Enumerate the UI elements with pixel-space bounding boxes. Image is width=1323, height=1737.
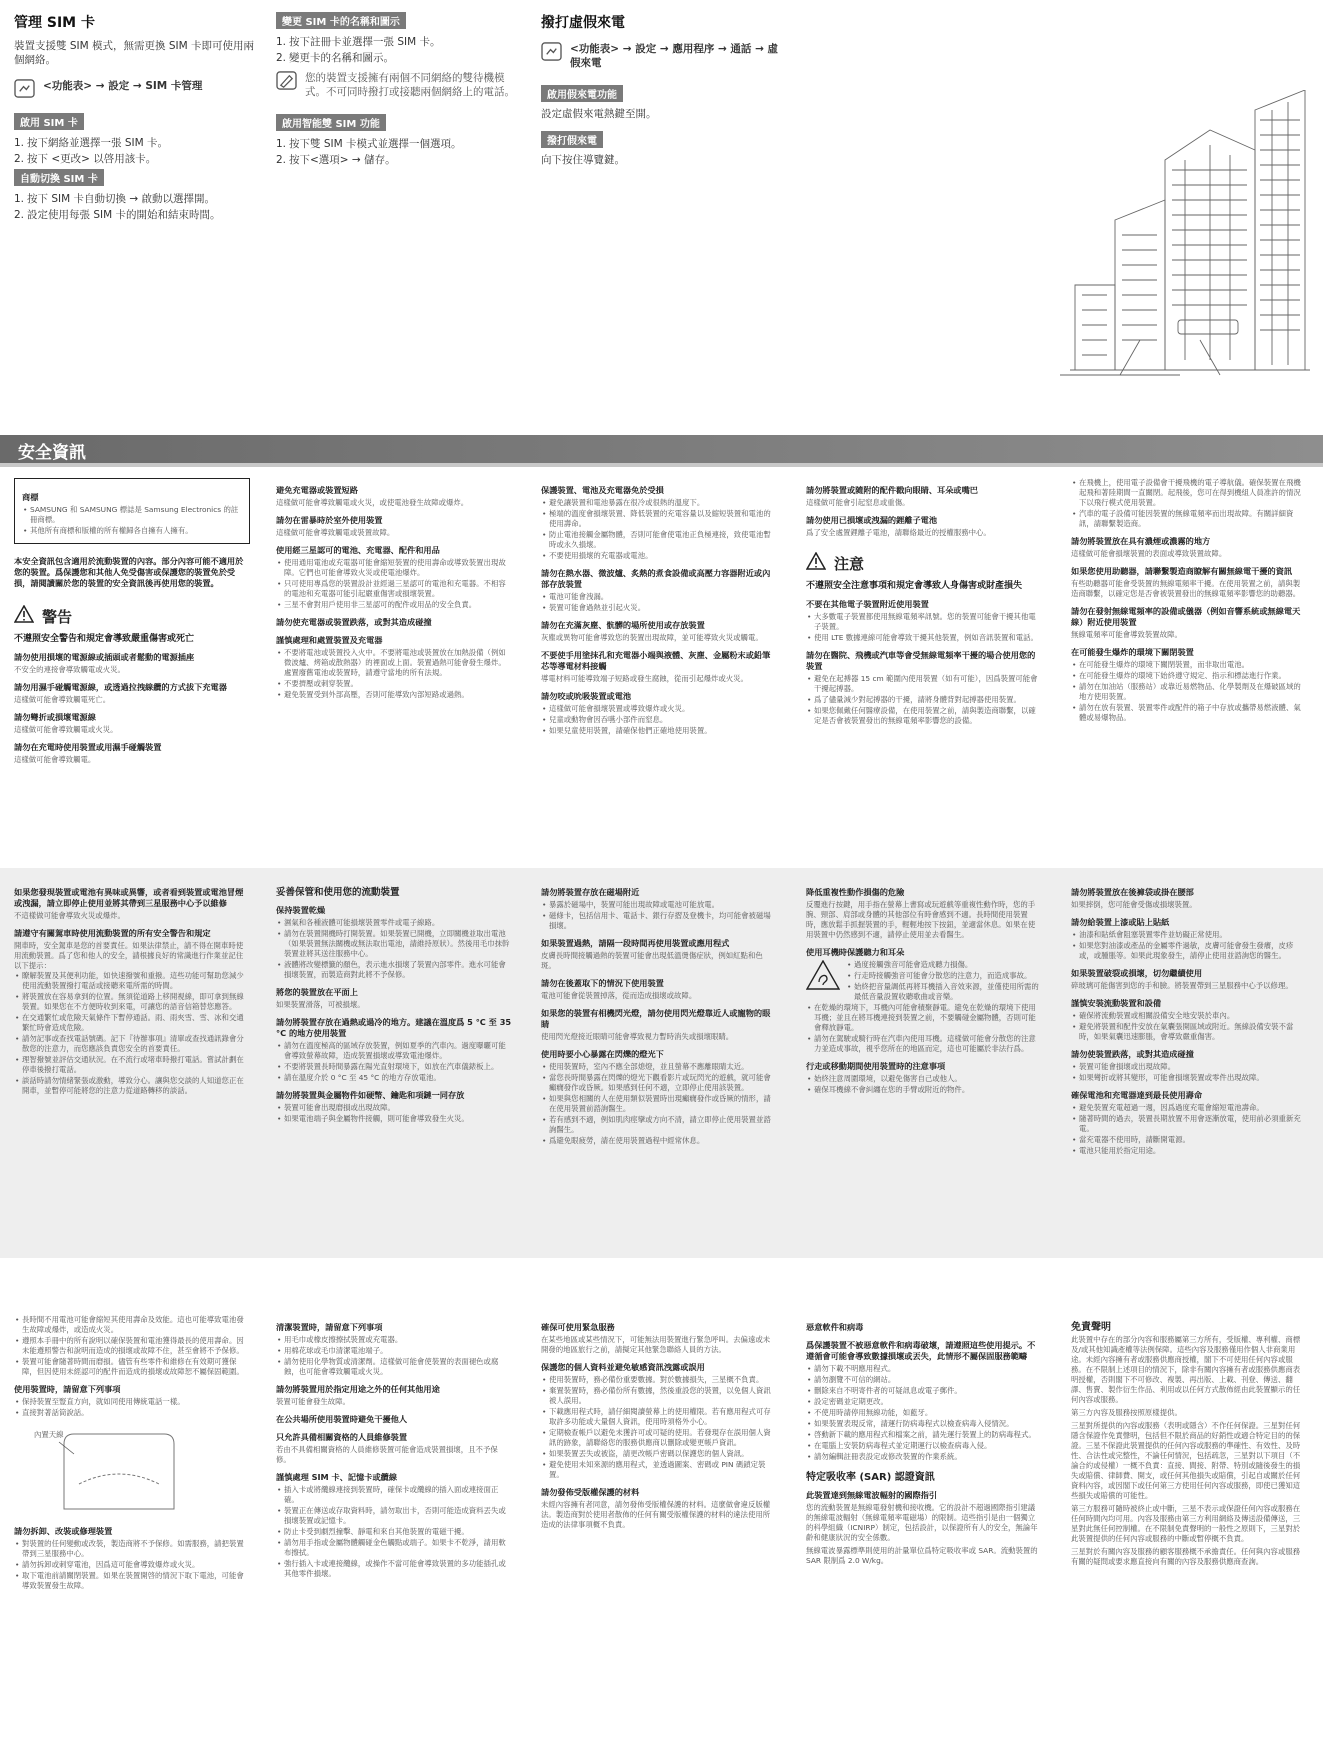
safety-col-5 bbox=[1071, 478, 1307, 858]
item-heading: 在公共場所使用裝置時避免干擾他人 bbox=[276, 1414, 408, 1424]
bullet-list bbox=[1071, 1103, 1307, 1156]
manage-sim-intro: 裝置支援雙 SIM 模式，無需更換 SIM 卡即可使用兩個網絡。 bbox=[14, 40, 254, 66]
list-item: • 兒童或動物會因吞嚥小部件而窒息。 bbox=[541, 715, 777, 725]
fake-call-title: 撥打虛假來電 bbox=[541, 15, 625, 31]
bullet-list bbox=[14, 1397, 250, 1418]
menu-path-icon bbox=[541, 42, 562, 61]
disclaimer-title: 免責聲明 bbox=[1071, 1322, 1111, 1333]
list-item: 2. 變更卡的名稱和圖示。 bbox=[276, 52, 394, 64]
list-item: • 當您長時間暴露在閃爍的燈光下觀看影片或玩閃光的遊戲，就可能會癲癇發作或昏厥。如果感到任何不適，立即停止使用該裝置。 bbox=[541, 1073, 777, 1093]
list-item: • 確保將流動裝置或相關設備安全地安裝於車內。 bbox=[1071, 1011, 1307, 1021]
list-item: • 防止卡受到劇烈撞擊、靜電和來自其他裝置的電磁干擾。 bbox=[276, 1527, 512, 1537]
list-item: • 暴露於磁場中，裝置可能出現故障或電池可能放電。 bbox=[541, 900, 777, 910]
item-heading: 請勿在雷暴時於室外使用裝置 bbox=[276, 515, 383, 525]
safety-col-8 bbox=[541, 880, 777, 1258]
list-item: 1. 按下網絡並選擇一張 SIM 卡。 bbox=[14, 137, 168, 149]
list-item: • 請勿瀏覽不可信的網站。 bbox=[806, 1375, 1042, 1385]
bullet-list bbox=[276, 558, 512, 610]
list-item: • 避免讓裝置和電池暴露在很冷或很熱的溫度下。 bbox=[541, 498, 777, 508]
antenna-label: 內置天線 bbox=[34, 1430, 64, 1439]
item-text: 灰塵或異物可能會導致您的裝置出現故障，並可能導致火災或觸電。 bbox=[541, 633, 763, 642]
safety-col-6 bbox=[14, 880, 250, 1258]
list-item: • 談話時請勿情緒緊張或激動，導致分心。讓與您交談的人知道您正在開車，並暫停可能將您的注意力從道路轉移的談話。 bbox=[14, 1076, 250, 1096]
item-heading: 請勿給裝置上漆或貼上貼紙 bbox=[1071, 917, 1170, 927]
list-item: • 過度接觸強音可能會造成聽力損傷。 bbox=[846, 960, 1042, 970]
disclaimer-text: 三星對所提供的內容或服務（表明或隱含）不作任何保證。三星對任何隱含保證作免責聲明，包括但不限於商品的好銷性或適合特定目的的保證。三星不保證此裝置提供的任何內容或服務的準確性、有效性、及時性、合法性或完整性，不論任何情況，包括疏忽，三星對以下項目（不論合約或侵權）一概不負責：直接、間接、附帶、特別或隨後發生的損失或賠償、律師費、開支，或任何其他損失或賠償，引起自或關於任何資料內容，或因閣下或任何第三方使用任何內容或服務，即使已獲知這些損失或賠償的可能性。 bbox=[1071, 1421, 1301, 1500]
list-item: • 棄置裝置時，務必備份所有數據，然後重設您的裝置，以免個人資訊被人誤用。 bbox=[541, 1386, 777, 1406]
warning-label: 警告 bbox=[42, 607, 73, 626]
note-icon bbox=[276, 71, 297, 90]
item-heading: 謹慎處理和處置裝置及充電器 bbox=[276, 635, 383, 645]
list-item: • 電池只能用於指定用途。 bbox=[1071, 1146, 1307, 1156]
list-item: • 不要將裝置長時間暴露在陽光直射環境下，如放在汽車儀錶板上。 bbox=[276, 1062, 512, 1072]
safety-band-2 bbox=[0, 868, 1323, 1258]
list-item: 1. 按下雙 SIM 卡模式並選擇一個選項。 bbox=[276, 138, 462, 150]
bullet-list bbox=[541, 900, 777, 931]
tag-change-sim-name: 變更 SIM 卡的名稱和圖示 bbox=[276, 12, 406, 29]
item-heading: 請勿將裝置與金屬物件如硬幣、鑰匙和項鏈一同存放 bbox=[276, 1090, 465, 1100]
item-text: 如果摔倒，您可能會受傷或損壞裝置。 bbox=[1071, 900, 1197, 909]
list-item: • 這樣做可能會損壞裝置或導致爆炸或火災。 bbox=[541, 704, 777, 714]
bullet-list bbox=[14, 1539, 250, 1591]
list-item: • 不使用時請停用無線功能，如藍牙。 bbox=[806, 1408, 1042, 1418]
bullet-list bbox=[541, 1375, 777, 1480]
list-item: • SAMSUNG 和 SAMSUNG 標誌是 Samsung Electronics 的註冊商標。 bbox=[22, 505, 242, 525]
item-heading: 請勿在後蓋取下的情況下使用裝置 bbox=[541, 978, 664, 988]
item-heading: 請勿將裝置存放在磁場附近 bbox=[541, 887, 640, 897]
tag-enable-fake-call: 啟用假來電功能 bbox=[541, 85, 623, 102]
list-item: • 避免裝置充電超過一週，因爲過度充電會縮短電池壽命。 bbox=[1071, 1103, 1307, 1113]
list-item: • 如果裝置表現反常，請運行防病毒程式以檢查病毒入侵情況。 bbox=[806, 1419, 1042, 1429]
fake-call-path bbox=[541, 42, 781, 70]
item-heading: 爲保護裝置不被惡意軟件和病毒破壞，請遵照這些使用提示。不遵循會可能會導致數據損壞或丟失，此情形不屬保固服務範疇 bbox=[806, 1340, 1036, 1361]
list-item: • 始終注意周圍環境，以避免傷害自己或他人。 bbox=[806, 1074, 1042, 1084]
list-item: • 在交通繁忙或危險天氣條件下暫停通話。雨、雨夾雪、雪、冰和交通繁忙時會造成危險。 bbox=[14, 1013, 250, 1033]
list-item: • 汽車的電子設備可能因裝置的無線電頻率而出現故障。有關詳細資訊，請聯繫製造商。 bbox=[1071, 509, 1307, 529]
safety-col-1 bbox=[14, 478, 250, 858]
list-item: • 遵照本手冊中的所有說明以確保裝置和電池獲得最長的使用壽命。因未能遵照警告和說明而造成的損壞或故障不住，甚至會將不予保修。 bbox=[14, 1336, 250, 1356]
bullet-list bbox=[806, 1074, 1042, 1095]
item-heading: 不要使手用塗抹孔和充電器小端與液體、灰塵、金屬粉末或鉛筆芯等導電材料接觸 bbox=[541, 650, 771, 671]
disclaimer-text: 此裝置中存在的部分內容和服務屬第三方所有，受版權、專利權、商標及/或其他知識產權等法例保障。這些內容及服務僅用作個人非商業用途。未經內容擁有者或服務供應商授權，閣下不可使用任何內容或服務。在不限制上述項目的情況下，除非有關內容擁有者或服務供應商表明授權，否則閣下不可修改、複製、再出版、上載、刊登、傳送、翻譯、售賣、製作衍生作品、利用或以任何方式散佈經由此裝置顯示的任何內容或服務。 bbox=[1071, 1335, 1301, 1404]
list-item: • 請勿在加油站（服務站）或靠近易燃物品、化學製劑及在爆破區域的地方使用裝置。 bbox=[1071, 682, 1307, 702]
sar-subtitle: 此裝置達到無線電波輻射的國際指引 bbox=[806, 1490, 938, 1500]
manage-sim-path bbox=[14, 79, 254, 98]
list-item: • 如果您對油漆或產品的金屬零件過敏，皮膚可能會發生發癢，皮疹或，或腫脹等。如果此現象發生，請停止使用並諮詢您的醫生。 bbox=[1071, 941, 1307, 961]
item-heading: 如果裝置過熱，請隔一段時間再使用裝置或應用程式 bbox=[541, 938, 730, 948]
item-text: 裝置可能會發生故障。 bbox=[276, 1397, 350, 1406]
list-item: • 刪除來自不明寄件者的可疑訊息或電子郵件。 bbox=[806, 1386, 1042, 1396]
list-item: • 濕氣和各種液體可能損壞裝置零件或電子線路。 bbox=[276, 918, 512, 928]
city-illustration bbox=[1060, 90, 1320, 380]
item-heading: 避免充電器或裝置短路 bbox=[276, 485, 358, 495]
caution-heading bbox=[806, 552, 1042, 574]
list-item: • 請勿使用化學物質或清潔劑。這樣做可能會使裝置的表面褪色或腐蝕，也可能會導致觸電或火災。 bbox=[276, 1357, 512, 1377]
item-heading: 行走或移動期間使用裝置時的注意事項 bbox=[806, 1061, 946, 1071]
tag-make-fake-call: 撥打假來電 bbox=[541, 131, 603, 148]
dual-standby-note bbox=[276, 71, 516, 99]
caution-subtitle: 不遵照安全注意事項和規定會導致人身傷害或財產損失 bbox=[806, 581, 1023, 591]
list-item: • 當充電器不使用時，請斷開電源。 bbox=[1071, 1135, 1307, 1145]
item-text: 若由不具備相關資格的人員維修裝置可能會造成裝置損壞，且不予保修。 bbox=[276, 1445, 498, 1464]
item-heading: 只允許具備相關資格的人員維修裝置 bbox=[276, 1432, 408, 1442]
list-item: • 在可能發生爆炸的環境下始終遵守規定、指示和標誌進行作業。 bbox=[1071, 671, 1307, 681]
list-item: • 請勿用手指或金屬物體觸碰金色觸點或端子。如果卡不乾淨，請用軟布擦拭。 bbox=[276, 1538, 512, 1558]
phone-antenna-diagram bbox=[14, 1424, 250, 1519]
list-item: • 磁條卡，包括信用卡、電話卡、銀行存摺及登機卡，均可能會被磁場損壞。 bbox=[541, 911, 777, 931]
tag-enable-sim: 啟用 SIM 卡 bbox=[14, 113, 84, 130]
list-item: • 定期檢查帳戶以避免未獲許可或可疑的使用。若發現存在誤用個人資訊的跡象，請聯絡您的服務供應商以刪除或變更帳戶資訊。 bbox=[541, 1428, 777, 1448]
item-heading: 保護裝置、電池及充電器免於受損 bbox=[541, 485, 664, 495]
item-text: 這樣做可能會損壞裝置的表面或導致裝置故障。 bbox=[1071, 549, 1227, 558]
list-item: • 裝置可能會隨著時間而磨損。儘管有些零件和維修在有效期可獲保障，但因使用未經認可的配件而造成的損壞或故障恕不屬保固範圍。 bbox=[14, 1357, 250, 1377]
list-item: 2. 按下<選項> → 儲存。 bbox=[276, 154, 396, 166]
list-item: • 避免使用未知來源的應用程式，並透過圖案、密碼或 PIN 碼鎖定裝置。 bbox=[541, 1460, 777, 1480]
list-item: • 液體將改變標籤的顏色，表示進水損壞了裝置內部零件。進水可能會損壞裝置，而製造商對此將不予保修。 bbox=[276, 960, 512, 980]
item-heading: 請勿咬或吮吸裝置或電池 bbox=[541, 691, 632, 701]
list-item: • 如果您佩戴任何醫療設備，在使用裝置之前，請與製造商聯繫，以確定是否會被裝置發出的無線電頻率影響您的設備。 bbox=[806, 706, 1042, 726]
list-item: • 油漆和貼紙會阻塞裝置零件並妨礙正常使用。 bbox=[1071, 930, 1307, 940]
sar-title: 特定吸收率 (SAR) 認證資訊 bbox=[806, 1472, 935, 1483]
fake-call-make-text: 向下按住導覽鍵。 bbox=[541, 154, 625, 166]
list-item: • 啓動新下載的應用程式和檔案之前，請先運行裝置上的防病毒程式。 bbox=[806, 1430, 1042, 1440]
list-item: • 如果電池端子與金屬物件接觸，則可能會導致發生火災。 bbox=[276, 1114, 512, 1124]
list-item: • 電池可能會洩漏。 bbox=[541, 592, 777, 602]
list-item: • 對裝置的任何變動或改裝，製造商將不予保修。如需服務，請把裝置帶到三星服務中心。 bbox=[14, 1539, 250, 1559]
bullet-list bbox=[276, 1103, 512, 1124]
item-heading: 謹慎安裝流動裝置和設備 bbox=[1071, 998, 1162, 1008]
item-heading: 請勿拆卸、改裝或修理裝置 bbox=[14, 1526, 113, 1536]
list-item: • 避免在起搏器 15 cm 範圍內使用裝置（如有可能），因爲裝置可能會干擾起搏器。 bbox=[806, 674, 1042, 694]
item-text: 這樣做可能會導致觸電或火災，或使電池發生故障或爆炸。 bbox=[276, 498, 469, 507]
item-heading: 請勿在發射無線電頻率的設備或儀器（例如音響系統或無線電天線）附近使用裝置 bbox=[1071, 606, 1301, 627]
item-text: 反覆進行按鍵，用手指在螢幕上書寫或玩遊戲等重複性動作時，您的手腕、頸部、肩部或身體的其他部位有時會感到不適。長時間使用裝置時，應放鬆手抓握裝置的手，輕輕地按下按鈕，並適當休息。如果在使用裝置中仍然感到不適，請停止使用並去看醫生。 bbox=[806, 900, 1036, 939]
item-text: 這樣做可能會導致觸電死亡。 bbox=[14, 695, 111, 704]
list-item: • 大多數電子裝置都使用無線電頻率訊號。您的裝置可能會干擾其他電子裝置。 bbox=[806, 612, 1042, 632]
item-heading: 請勿在醫院、飛機或汽車等會受無線電頻率干擾的場合使用您的裝置 bbox=[806, 650, 1036, 671]
item-heading: 惡意軟件和病毒 bbox=[806, 1322, 864, 1332]
item-heading: 如果您使用助聽器，請聯繫製造商瞭解有關無線電干擾的資訊 bbox=[1071, 566, 1293, 576]
safety-col-9 bbox=[806, 880, 1042, 1258]
bullet-list bbox=[14, 971, 250, 1096]
item-heading: 使用時要小心暴露在閃爍的燈光下 bbox=[541, 1049, 664, 1059]
list-item: • 請勿拆卸或刺穿電池，因爲這可能會導致爆炸或火災。 bbox=[14, 1560, 250, 1570]
list-item: • 避免裝置受到外部高壓，否則可能導致內部短路或過熱。 bbox=[276, 690, 512, 700]
safety-col-15 bbox=[1071, 1315, 1307, 1730]
smart-dual-steps bbox=[276, 136, 516, 168]
list-item: • 不要擠壓或刺穿裝置。 bbox=[276, 679, 512, 689]
list-item: • 裝置正在傳送或存取資料時，請勿取出卡，否則可能造成資料丟失或損壞裝置或記憶卡。 bbox=[276, 1506, 512, 1526]
list-item: • 用棉花球或毛巾清潔電池端子。 bbox=[276, 1346, 512, 1356]
disclaimer-text: 第三方服務可隨時被終止或中斷，三星不表示或保證任何內容或服務在任何時間內均可用。內容及服務由第三方利用網絡及傳送設備傳送，三星對此無任何控制權。在不限制免責聲明的一般性之原則下，三星對於此裝置提供的任何內容或服務的中斷或暫停概不負責。 bbox=[1071, 1504, 1301, 1543]
bullet-list bbox=[1071, 478, 1307, 529]
list-item: • 裝置可能會過熱並引起火災。 bbox=[541, 603, 777, 613]
bullet-list bbox=[1071, 660, 1307, 723]
item-heading: 清潔裝置時，請留意下列事項 bbox=[276, 1322, 383, 1332]
item-heading: 請勿將裝置存放在過熱或過冷的地方。建議在溫度爲 5 °C 至 35 °C 的地方使用裝置 bbox=[276, 1017, 512, 1038]
list-item: 1. 按下 SIM 卡自動切換 → 啟動以選擇開。 bbox=[14, 193, 215, 205]
caution-label: 注意 bbox=[834, 554, 865, 573]
list-item: • 下載應用程式時，請仔細閱讀螢幕上的使用權限。若有應用程式可存取許多功能或大量個人資訊，使用時須格外小心。 bbox=[541, 1407, 777, 1427]
item-text: 不這樣做可能會導致火災或爆炸。 bbox=[14, 911, 125, 920]
list-item: • 不要使用損壞的充電器或電池。 bbox=[541, 551, 777, 561]
fake-call-column bbox=[541, 12, 781, 212]
item-heading: 請勿將裝置或隨附的配件戳向眼睛、耳朵或嘴巴 bbox=[806, 485, 978, 495]
enable-sim-steps bbox=[14, 135, 254, 167]
item-text: 這樣做可能會引起窒息或重傷。 bbox=[806, 498, 910, 507]
item-text: 這樣做可能會導致觸電。 bbox=[14, 755, 96, 764]
list-item: • 插入卡或將纜線連接到裝置時，確保卡或纜線的插入面或連接面正確。 bbox=[276, 1485, 512, 1505]
bullet-list bbox=[541, 1062, 777, 1146]
item-heading: 請勿將裝置放在後褲袋或掛在腰部 bbox=[1071, 887, 1194, 897]
list-item: • 防止電池接觸金屬物體，否則可能會使電池正負極連接，致使電池暫時或永久損壞。 bbox=[541, 530, 777, 550]
list-item: • 不要將電池或裝置投入火中。不要將電池或裝置放在加熱設備（例如微波爐、烤箱或散熱器）的裡面或上面。裝置過熱可能會發生爆炸。處置廢舊電池或裝置時，請遵守當地的所有法規。 bbox=[276, 648, 512, 678]
item-heading: 在可能發生爆炸的環境下關閉裝置 bbox=[1071, 647, 1194, 657]
tag-smart-dual-sim: 啟用智能雙 SIM 功能 bbox=[276, 114, 386, 131]
safety-col-10 bbox=[1071, 880, 1307, 1258]
item-text: 皮膚長時間接觸過熱的裝置可能會出現低溫燙傷症狀，例如紅點和色斑。 bbox=[541, 951, 763, 970]
change-name-steps bbox=[276, 34, 516, 66]
list-item: • 在乾燥的環境下，耳機內可能會積聚靜電。避免在乾燥的環境下使用耳機；並且在將耳機連接到裝置之前，不要觸碰金屬物體，否則可能會釋放靜電。 bbox=[806, 1003, 1042, 1033]
bullet-list bbox=[1071, 1011, 1307, 1042]
item-text: 不安全的連接會導致觸電或火災。 bbox=[14, 665, 125, 674]
care-title: 妥善保管和使用您的流動裝置 bbox=[276, 887, 400, 898]
list-item: • 請勿下載不明應用程式。 bbox=[806, 1364, 1042, 1374]
item-heading: 謹慎處理 SIM 卡、記憶卡或纜線 bbox=[276, 1472, 398, 1482]
list-item: • 裝置可能會損壞或出現故障。 bbox=[1071, 1062, 1307, 1072]
item-text: 碎玻璃可能傷害到您的手和臉。將裝置帶到三星服務中心予以修理。 bbox=[1071, 981, 1293, 990]
item-text: 無線電頻率可能會導致裝置故障。 bbox=[1071, 630, 1182, 639]
manage-sim-title: 管理 SIM 卡 bbox=[14, 15, 95, 31]
safety-info-title: 安全資訊 bbox=[0, 435, 1323, 463]
list-item: • 使用通用電池或充電器可能會縮短裝置的使用壽命或導致裝置出現故障。它們也可能會導致火災或使電池爆炸。 bbox=[276, 558, 512, 578]
bullet-list bbox=[1071, 1062, 1307, 1083]
list-item: • 取下電池前請關閉裝置。如果在裝置開啓的情況下取下電池，可能會導致裝置發生故障。 bbox=[14, 1571, 250, 1591]
caution-icon bbox=[806, 552, 826, 574]
item-heading: 降低重複性動作損傷的危險 bbox=[806, 887, 905, 897]
menu-path-icon bbox=[14, 79, 35, 98]
disclaimer-text: 三星對於有關內容及服務的顧客服務概不承擔責任。任何與內容或服務有關的疑問或要求應直接向有關的內容及服務供應商查詢。 bbox=[1071, 1547, 1301, 1566]
list-item: • 請勿記事或查找電話號碼。記下『待辦事項』清單或查找通訊錄會分散您的注意力，而您應該負責您安全的首要責任。 bbox=[14, 1034, 250, 1054]
list-item: • 使用裝置時，務必備份重要數據。對於數據損失，三星概不負責。 bbox=[541, 1375, 777, 1385]
trademark-title: 商標 bbox=[22, 492, 39, 502]
bullet-list bbox=[276, 1335, 512, 1377]
list-item: • 在電腦上安裝防病毒程式並定期運行以檢查病毒入侵。 bbox=[806, 1441, 1042, 1451]
list-item: • 理智撥號並評估交通狀況。在不流行或堵車時撥打電話。嘗試計劃在停車後撥打電話。 bbox=[14, 1055, 250, 1075]
manage-sim-column bbox=[14, 12, 254, 242]
list-item: • 長時間不用電池可能會縮短其使用壽命及效能。這也可能導致電池發生故障或爆炸，或造成火災。 bbox=[14, 1315, 250, 1335]
safety-col-13 bbox=[541, 1315, 777, 1730]
warning-icon bbox=[14, 605, 34, 627]
list-item: • 強行插入卡或連接纜線，或操作不當可能會導致裝置的多功能插孔或其他零件損壞。 bbox=[276, 1559, 512, 1579]
bullet-list bbox=[541, 592, 777, 613]
bullet-list bbox=[14, 1315, 250, 1377]
list-item: 2. 設定使用每張 SIM 卡的開始和結束時間。 bbox=[14, 209, 221, 221]
list-item: • 只可使用專爲您的裝置設計並經過三星認可的電池和充電器。不相容的電池和充電器可能引起嚴重傷害或損壞裝置。 bbox=[276, 579, 512, 599]
list-item: • 瞭解裝置及其便利功能，如快速撥號和重撥。這些功能可幫助您減少使用流動裝置撥打電話或接聽來電所需的時間。 bbox=[14, 971, 250, 991]
item-heading: 請遵守有關駕車時使用流動裝置的所有安全警告和規定 bbox=[14, 928, 211, 938]
list-item: 2. 按下 <更改> 以啓用該卡。 bbox=[14, 153, 157, 165]
sar-text: 無線電波暴露標準則使用的計量單位爲特定吸收率或 SAR。流動裝置的 SAR 限制爲 2.0 W/kg。 bbox=[806, 1546, 1038, 1565]
list-item: • 直接對著話筒說話。 bbox=[14, 1408, 250, 1418]
safety-col-11 bbox=[14, 1315, 250, 1730]
item-heading: 請勿用濕手碰觸電源線，或透過拉拽線纜的方式拔下充電器 bbox=[14, 682, 227, 692]
list-item: • 如果與您相關的人在使用類似裝置時出現癲癇發作或昏厥的情形，請在使用裝置前諮詢醫生。 bbox=[541, 1094, 777, 1114]
sim-name-column bbox=[276, 6, 516, 236]
item-text: 這樣做可能會導致觸電或火災。 bbox=[14, 725, 118, 734]
list-item: • 在飛機上，使用電子設備會干擾飛機的電子導航儀。確保裝置在飛機起飛和著陸期間一直關閉。起飛後，您可在得到機組人員准許的情況下以飛行模式使用裝置。 bbox=[1071, 478, 1307, 508]
item-heading: 請勿將裝置用於指定用途之外的任何其他用途 bbox=[276, 1384, 440, 1394]
item-heading: 請勿使裝置跌落，或對其造成碰撞 bbox=[1071, 1049, 1194, 1059]
list-item: 1. 按下註冊卡並選擇一張 SIM 卡。 bbox=[276, 36, 441, 48]
item-heading: 使用經三星認可的電池、充電器、配件和用品 bbox=[276, 545, 440, 555]
item-text: 如果裝置滑落，可被損壞。 bbox=[276, 1000, 365, 1009]
item-heading: 如果裝置破裂或損壞，切勿繼續使用 bbox=[1071, 968, 1203, 978]
list-item: • 請勿編輯註冊表設定或修改裝置的作業系統。 bbox=[806, 1452, 1042, 1462]
bullet-list bbox=[276, 1485, 512, 1579]
item-heading: 請勿在充滿灰塵、骯髒的場所使用或存放裝置 bbox=[541, 620, 705, 630]
list-item: • 爲避免眼疲勞，請在使用裝置過程中經常休息。 bbox=[541, 1136, 777, 1146]
bullet-list bbox=[276, 1041, 512, 1083]
list-item: • 其他所有商標和版權的所有權歸各自擁有人擁有。 bbox=[22, 526, 242, 536]
disclaimer-text: 第三方內容及服務按照原樣提供。 bbox=[1071, 1408, 1182, 1417]
safety-band-3 bbox=[0, 1310, 1323, 1730]
item-text: 在某些地區或某些情況下，可能無法用裝置進行緊急呼叫。去偏遠或未開發的地區旅行之前，請擬定其他緊急聯絡人員的方法。 bbox=[541, 1335, 771, 1354]
item-heading: 保護您的個人資料並避免敏感資訊洩露或誤用 bbox=[541, 1362, 705, 1372]
item-text: 導電材料可能導致端子短路或發生腐蝕，從而引起爆炸或火災。 bbox=[541, 674, 748, 683]
list-item: • 避免將裝置和配件安放在氣囊張開區域或附近。無線設備安裝不當時，如果氣囊迅速膨脹，會導致嚴重傷害。 bbox=[1071, 1022, 1307, 1042]
item-text: 使用閃光燈接近眼睛可能會導致視力暫時消失或損壞眼睛。 bbox=[541, 1032, 734, 1041]
sar-text: 您的流動裝置是無線電發射機和接收機。它的設計不超過國際指引建議的無線電波輻射（無線電頻率電磁場）的限制。這些指引是由一個獨立的科學組織（ICNIRP）制定，包括設計，以保證所有人的安全，無論年齡和健康狀況的安全係數。 bbox=[806, 1503, 1038, 1542]
list-item: • 使用裝置時，室內不應全部熄燈，並且螢幕不應離眼睛太近。 bbox=[541, 1062, 777, 1072]
safety-band-1 bbox=[0, 478, 1323, 858]
item-heading: 請勿使用已損壞或洩漏的鋰離子電池 bbox=[806, 515, 938, 525]
item-heading: 使用裝置時，請留意下列事項 bbox=[14, 1384, 121, 1394]
list-item: • 裝置可能會出現磨損或出現故障。 bbox=[276, 1103, 512, 1113]
item-text: 爲了安全處置鋰離子電池，請聯絡最近的授權服務中心。 bbox=[806, 528, 991, 537]
list-item: • 請在溫度介於 0 °C 至 45 °C 的地方存放電池。 bbox=[276, 1073, 512, 1083]
item-text: 這樣做可能會導致觸電或裝置故障。 bbox=[276, 528, 395, 537]
item-heading: 請勿彎折或損壞電源線 bbox=[14, 712, 96, 722]
section-divider bbox=[0, 463, 1323, 467]
safety-col-2 bbox=[276, 478, 512, 858]
bullet-list bbox=[1071, 930, 1307, 961]
item-heading: 使用耳機時保護聽力和耳朵 bbox=[806, 947, 905, 957]
list-item: • 若有感到不適，例如肌肉痙攣或方向不清，請立即停止使用裝置並諮詢醫生。 bbox=[541, 1115, 777, 1135]
list-item: • 在可能發生爆炸的環境下關閉裝置，而非取出電池。 bbox=[1071, 660, 1307, 670]
list-item: • 請勿在駕駛或騎行時在汽車內使用耳機。這樣做可能會分散您的注意力並造成事故，視乎您所在的地區而定，這也可能屬於非法行爲。 bbox=[806, 1034, 1042, 1054]
list-item: • 爲了儘量減少對起搏器的干擾，請將身體背對起搏器使用裝置。 bbox=[806, 695, 1042, 705]
list-item: • 設定密碼並定期更改。 bbox=[806, 1397, 1042, 1407]
safety-col-3 bbox=[541, 478, 777, 858]
bullet-list bbox=[276, 918, 512, 980]
list-item: • 三星不會對用戶使用非三星認可的配件或用品的安全負責。 bbox=[276, 600, 512, 610]
item-heading: 請勿將裝置放在具有濃煙或濃霧的地方 bbox=[1071, 536, 1211, 546]
tag-auto-switch: 自動切換 SIM 卡 bbox=[14, 169, 104, 186]
ear-icon bbox=[806, 960, 840, 990]
item-text: 開車時，安全駕車是您的首要責任。如果法律禁止，請不得在開車時使用流動裝置。爲了您和他人的安全，請根據良好的常識進行作業並記住以下提示： bbox=[14, 941, 244, 970]
bullet-list bbox=[806, 1003, 1042, 1054]
item-heading: 不要在其他電子裝置附近使用裝置 bbox=[806, 599, 929, 609]
safety-col-7 bbox=[276, 880, 512, 1258]
warning-subtitle: 不遵照安全警告和規定會導致嚴重傷害或死亡 bbox=[14, 634, 195, 644]
list-item: • 如果兒童使用裝置，請確保他們正確地使用裝置。 bbox=[541, 726, 777, 736]
item-text: 未經內容擁有者同意，請勿發佈受版權保護的材料。這麼做會違反版權法。製造商對於使用者散佈的任何有關受版權保護的材料的違法使用所造成的法律事項概不負責。 bbox=[541, 1500, 771, 1529]
hearing-list bbox=[846, 960, 1042, 1003]
item-heading: 請勿在熱水器、微波爐、炙熱的煮食設備或高壓力容器附近或內部存放裝置 bbox=[541, 568, 771, 589]
safety-col-4 bbox=[806, 478, 1042, 858]
item-heading: 如果您發現裝置或電池有異味或異響，或者看到裝置或電池冒煙或洩漏，請立即停止使用並將其帶到三星服務中心予以維修 bbox=[14, 887, 244, 908]
bullet-list bbox=[806, 674, 1042, 726]
list-item: • 始終把音量調低再將耳機插入音效來源，並僅使用所需的最低音量設置收聽歌曲或音樂。 bbox=[846, 982, 1042, 1002]
safety-lead: 本安全資訊包含適用於流動裝置的內容。部分內容可能不適用於您的裝置。爲保護您和其他人免受傷害或保護您的裝置免於受損，請閱讀關於您的裝置的安全資訊後再使用您的裝置。 bbox=[14, 556, 244, 588]
auto-switch-steps bbox=[14, 191, 254, 223]
item-heading: 請勿使充電器或裝置跌落，或對其造成碰撞 bbox=[276, 617, 432, 627]
list-item: • 極端的溫度會損壞裝置、降低裝置的充電容量以及縮短裝置和電池的使用壽命。 bbox=[541, 509, 777, 529]
hearing-warning bbox=[806, 960, 1042, 1003]
item-heading: 如果您的裝置有相機閃光燈，請勿使用閃光燈靠近人或寵物的眼睛 bbox=[541, 1008, 771, 1029]
bullet-list bbox=[276, 648, 512, 700]
fake-call-path-text: <功能表> → 設定 → 應用程序 → 通話 → 虛假來電 bbox=[570, 43, 779, 69]
list-item: • 如果裝置丟失或被盜，請更改帳戶密碼以保護您的個人資訊。 bbox=[541, 1449, 777, 1459]
list-item: • 請勿在溫度極高的區域存放裝置，例如夏季的汽車內。過度曝曬可能會導致螢幕故障，造成裝置損壞或導致電池爆炸。 bbox=[276, 1041, 512, 1061]
bullet-list bbox=[541, 704, 777, 736]
list-item: • 將裝置放在容易拿到的位置。無須從道路上移開視線，即可拿到無線裝置。如果您在不方便時收到來電，可讓您的語音信箱替您應答。 bbox=[14, 992, 250, 1012]
safety-col-12 bbox=[276, 1315, 512, 1730]
bullet-list bbox=[541, 498, 777, 561]
item-heading: 確保電池和充電器達到最長使用壽命 bbox=[1071, 1090, 1203, 1100]
list-item: • 使用 LTE 數據連線可能會導致干擾其他裝置，例如音訊裝置和電話。 bbox=[806, 633, 1042, 643]
manage-sim-path-text: <功能表> → 設定 → SIM 卡管理 bbox=[43, 80, 203, 92]
list-item: • 行走時接觸強音可能會分散您的注意力，而造成事故。 bbox=[846, 971, 1042, 981]
bullet-list bbox=[806, 1364, 1042, 1462]
list-item: • 確保耳機線不會糾纏在您的手臂或附近的物件。 bbox=[806, 1085, 1042, 1095]
bullet-list bbox=[806, 612, 1042, 643]
list-item: • 請勿在放有裝置、裝置零件或配件的箱子中存放或攜帶易燃液體、氣體或易爆物品。 bbox=[1071, 703, 1307, 723]
list-item: • 如果彎折或將其變形，可能會損壞裝置或零件出現故障。 bbox=[1071, 1073, 1307, 1083]
item-heading: 請勿發佈受版權保護的材料 bbox=[541, 1487, 640, 1497]
bullet-list bbox=[22, 505, 242, 536]
fake-call-hotkey-text: 設定虛假來電熱鍵至開。 bbox=[541, 108, 657, 120]
trademark-box bbox=[14, 478, 250, 544]
item-text: 有些助聽器可能會受裝置的無線電頻率干擾。在使用裝置之前，請與製造商聯繫，以確定您是否會被裝置發出的無線電頻率影響您的助聽器。 bbox=[1071, 579, 1301, 598]
list-item: • 用毛巾或橡皮擦擦拭裝置或充電器。 bbox=[276, 1335, 512, 1345]
safety-col-14 bbox=[806, 1315, 1042, 1730]
item-heading: 請勿使用損壞的電源線或插頭或者鬆動的電源插座 bbox=[14, 652, 195, 662]
item-heading: 請勿在充電時使用裝置或用濕手碰觸裝置 bbox=[14, 742, 162, 752]
list-item: • 請勿在裝置開機時打開裝置。如果裝置已開機，立即關機並取出電池（如果裝置無法關機或無法取出電池，請維持原狀）。然後用毛巾抹幹裝置並將其送往服務中心。 bbox=[276, 929, 512, 959]
dual-standby-note-text: 您的裝置支援擁有兩個不同網絡的雙待機模式。不可同時撥打或接聽兩個網絡上的電話。 bbox=[305, 72, 515, 98]
item-heading: 保持裝置乾燥 bbox=[276, 905, 326, 915]
item-text: 電池可能會從裝置掉落，從而造成損壞或故障。 bbox=[541, 991, 697, 1000]
list-item: • 保持裝置至豎直方向，就如同使用傳統電話一樣。 bbox=[14, 1397, 250, 1407]
warning-heading bbox=[14, 605, 250, 627]
list-item: • 隨著時間的過去，裝置長期放置不用會逐漸放電，使用前必須重新充電。 bbox=[1071, 1114, 1307, 1134]
item-heading: 將您的裝置放在平面上 bbox=[276, 987, 358, 997]
item-heading: 確保可使用緊急服務 bbox=[541, 1322, 615, 1332]
